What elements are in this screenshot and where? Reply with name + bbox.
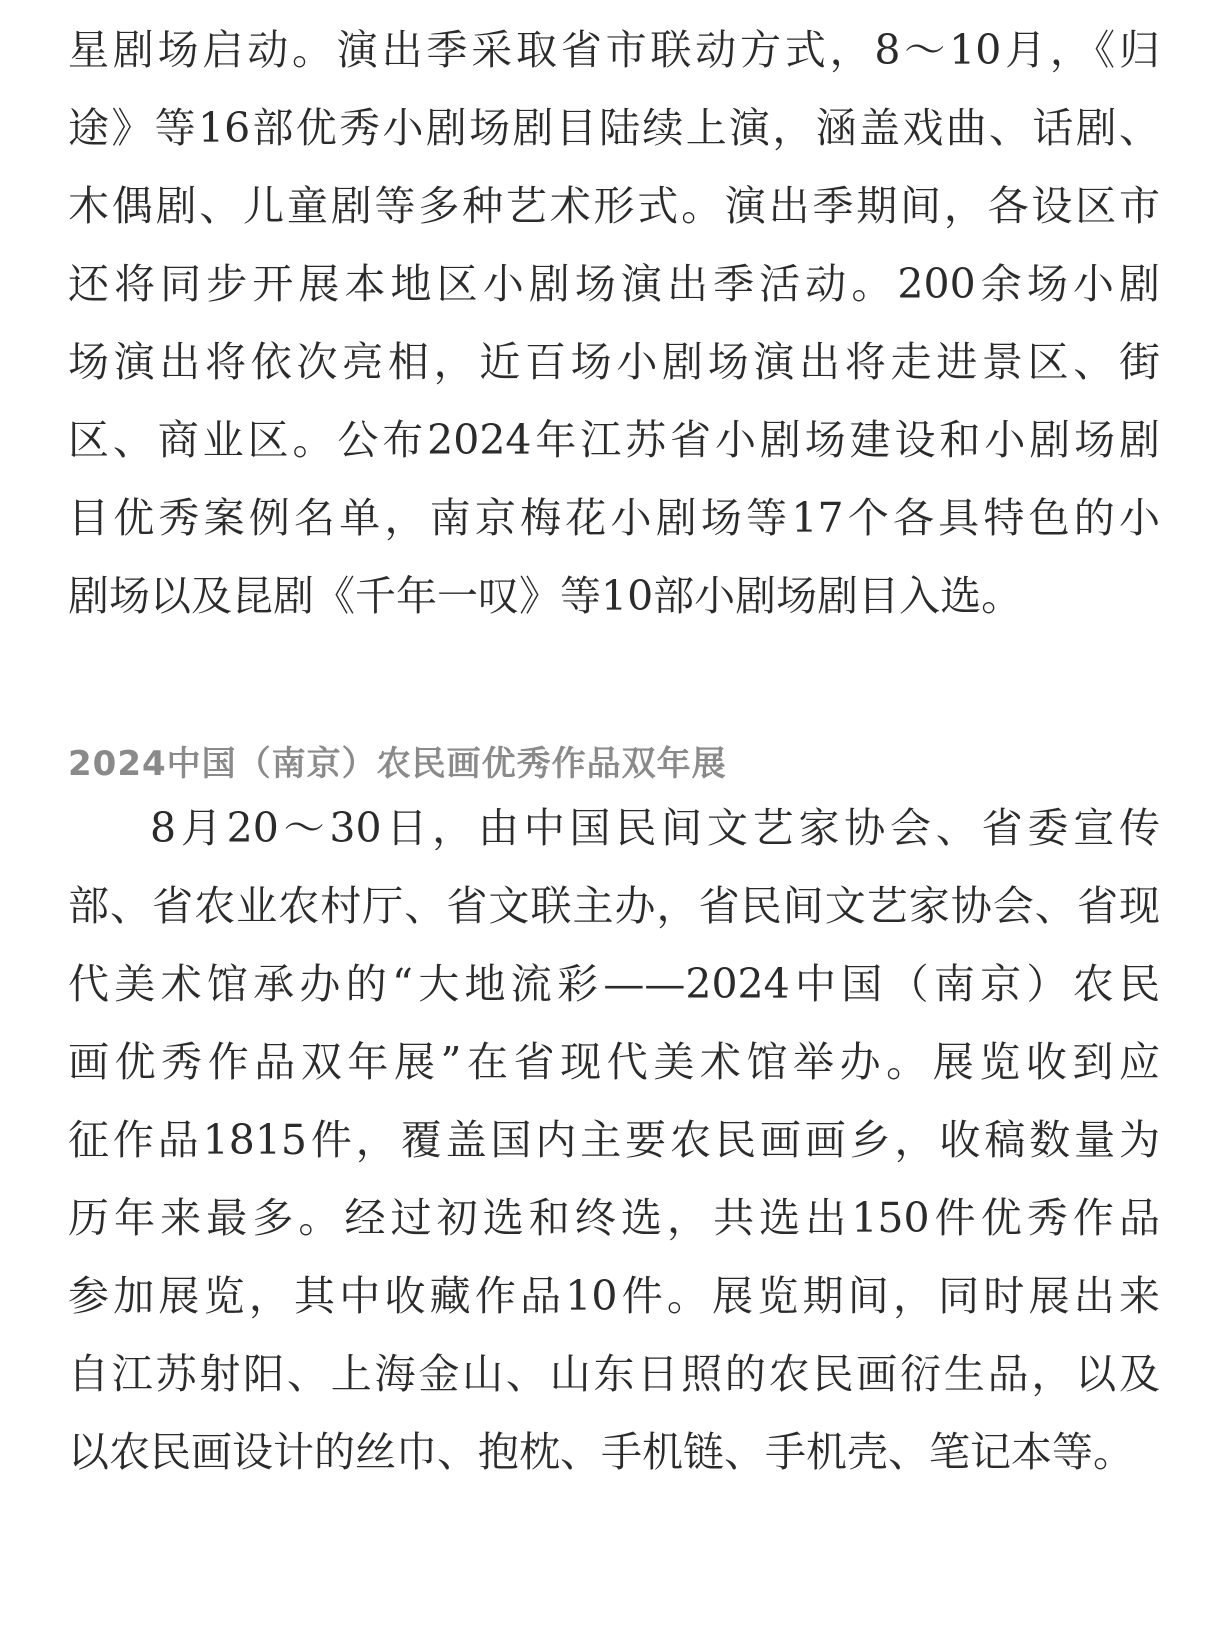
paragraph-line: 剧场以及昆剧《千年一叹》等10部小剧场剧目入选。	[68, 572, 1023, 620]
paragraph-line: 代美术馆承办的“大地流彩——2024中国（南京）农民	[68, 960, 1160, 1008]
paragraph-line: 自江苏射阳、上海金山、山东日照的农民画衍生品，以及	[68, 1350, 1160, 1398]
paragraph-line: 目优秀案例名单，南京梅花小剧场等17个各具特色的小	[68, 494, 1160, 542]
paragraph-line: 8月20～30日，由中国民间文艺家协会、省委宣传	[150, 804, 1160, 852]
paragraph-line: 途》等16部优秀小剧场剧目陆续上演，涵盖戏曲、话剧、	[68, 104, 1160, 152]
paragraph-line: 画优秀作品双年展”在省现代美术馆举办。展览收到应	[68, 1038, 1160, 1086]
paragraph-line: 历年来最多。经过初选和终选，共选出150件优秀作品	[68, 1194, 1160, 1242]
paragraph-line: 星剧场启动。演出季采取省市联动方式，8～10月，《归	[68, 26, 1160, 74]
section-heading: 2024中国（南京）农民画优秀作品双年展	[68, 744, 727, 784]
paragraph-line: 参加展览，其中收藏作品10件。展览期间，同时展出来	[68, 1272, 1160, 1320]
paragraph-line: 场演出将依次亮相，近百场小剧场演出将走进景区、街	[68, 338, 1160, 386]
paragraph-line: 征作品1815件，覆盖国内主要农民画画乡，收稿数量为	[68, 1116, 1160, 1164]
paragraph-line: 区、商业区。公布2024年江苏省小剧场建设和小剧场剧	[68, 416, 1160, 464]
paragraph-line: 还将同步开展本地区小剧场演出季活动。200余场小剧	[68, 260, 1160, 308]
paragraph-line: 木偶剧、儿童剧等多种艺术形式。演出季期间，各设区市	[68, 182, 1160, 230]
paragraph-line: 以农民画设计的丝巾、抱枕、手机链、手机壳、笔记本等。	[68, 1428, 1134, 1476]
paragraph-line: 部、省农业农村厅、省文联主办，省民间文艺家协会、省现	[68, 882, 1160, 930]
